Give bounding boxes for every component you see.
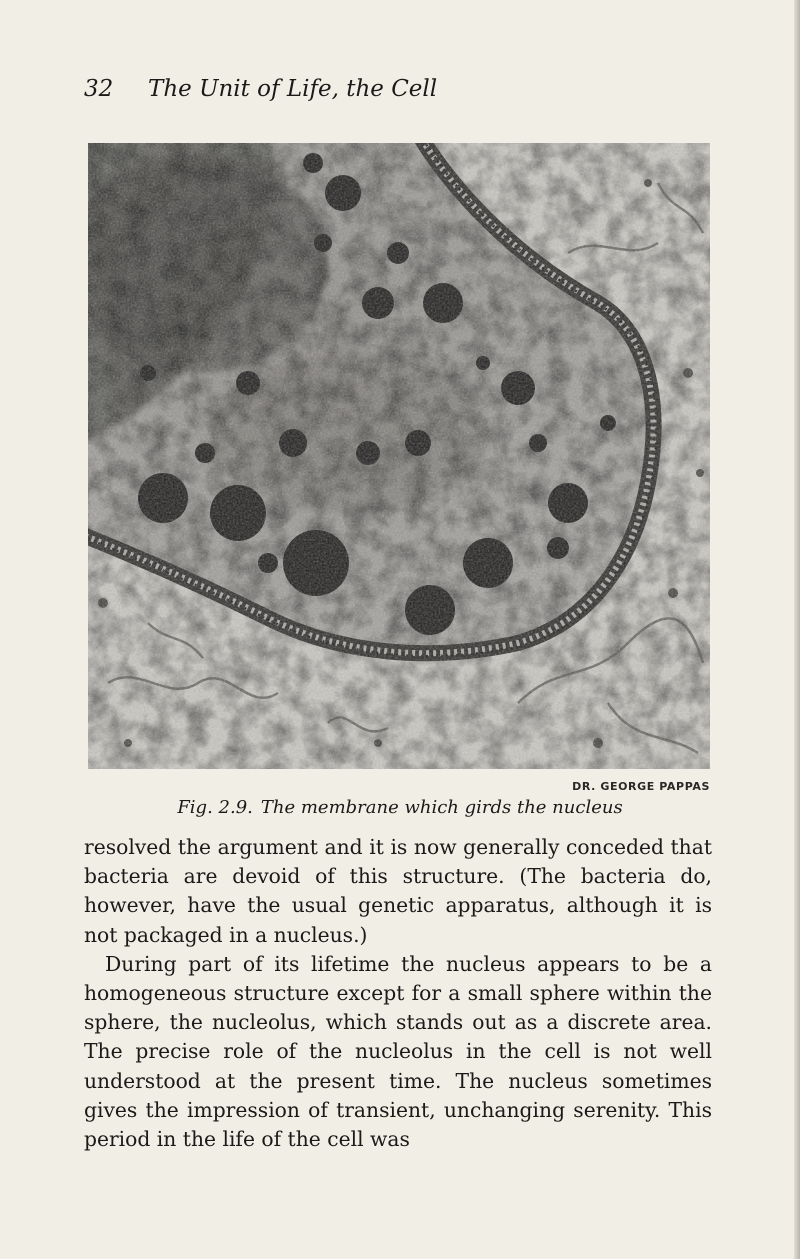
paragraph: resolved the argument and it is now generally conceded that bacteria are devoid of this structure. (The bacteria do, however, have the usual genetic apparatus, although it is not packaged in a nucleus.) xyxy=(84,835,712,947)
caption-text: The membrane which girds the nucleus xyxy=(260,797,623,818)
figure-caption xyxy=(0,797,800,818)
paragraph: During part of its lifetime the nucleus appears to be a homogeneous structure except for a small sphere within the sphere, the nucleolus, which stands out as a discrete area. The precise role of the nucleolus in the cell is not well understood at the present time. The nucleus sometimes gives the impression of transient, unchanging serenity. This period in the life of the cell was xyxy=(84,951,712,1152)
photo-credit: DR. GEORGE PAPPAS xyxy=(572,780,710,793)
page-number: 32 xyxy=(84,76,114,102)
running-title: The Unit of Life, the Cell xyxy=(148,76,438,102)
caption-label: Fig. 2.9. xyxy=(177,797,253,818)
page-edge-shadow xyxy=(794,0,800,1259)
nucleus-membrane-micrograph xyxy=(88,143,710,769)
body-text xyxy=(84,833,712,1154)
micrograph-figure xyxy=(88,143,710,769)
running-header xyxy=(84,76,437,110)
